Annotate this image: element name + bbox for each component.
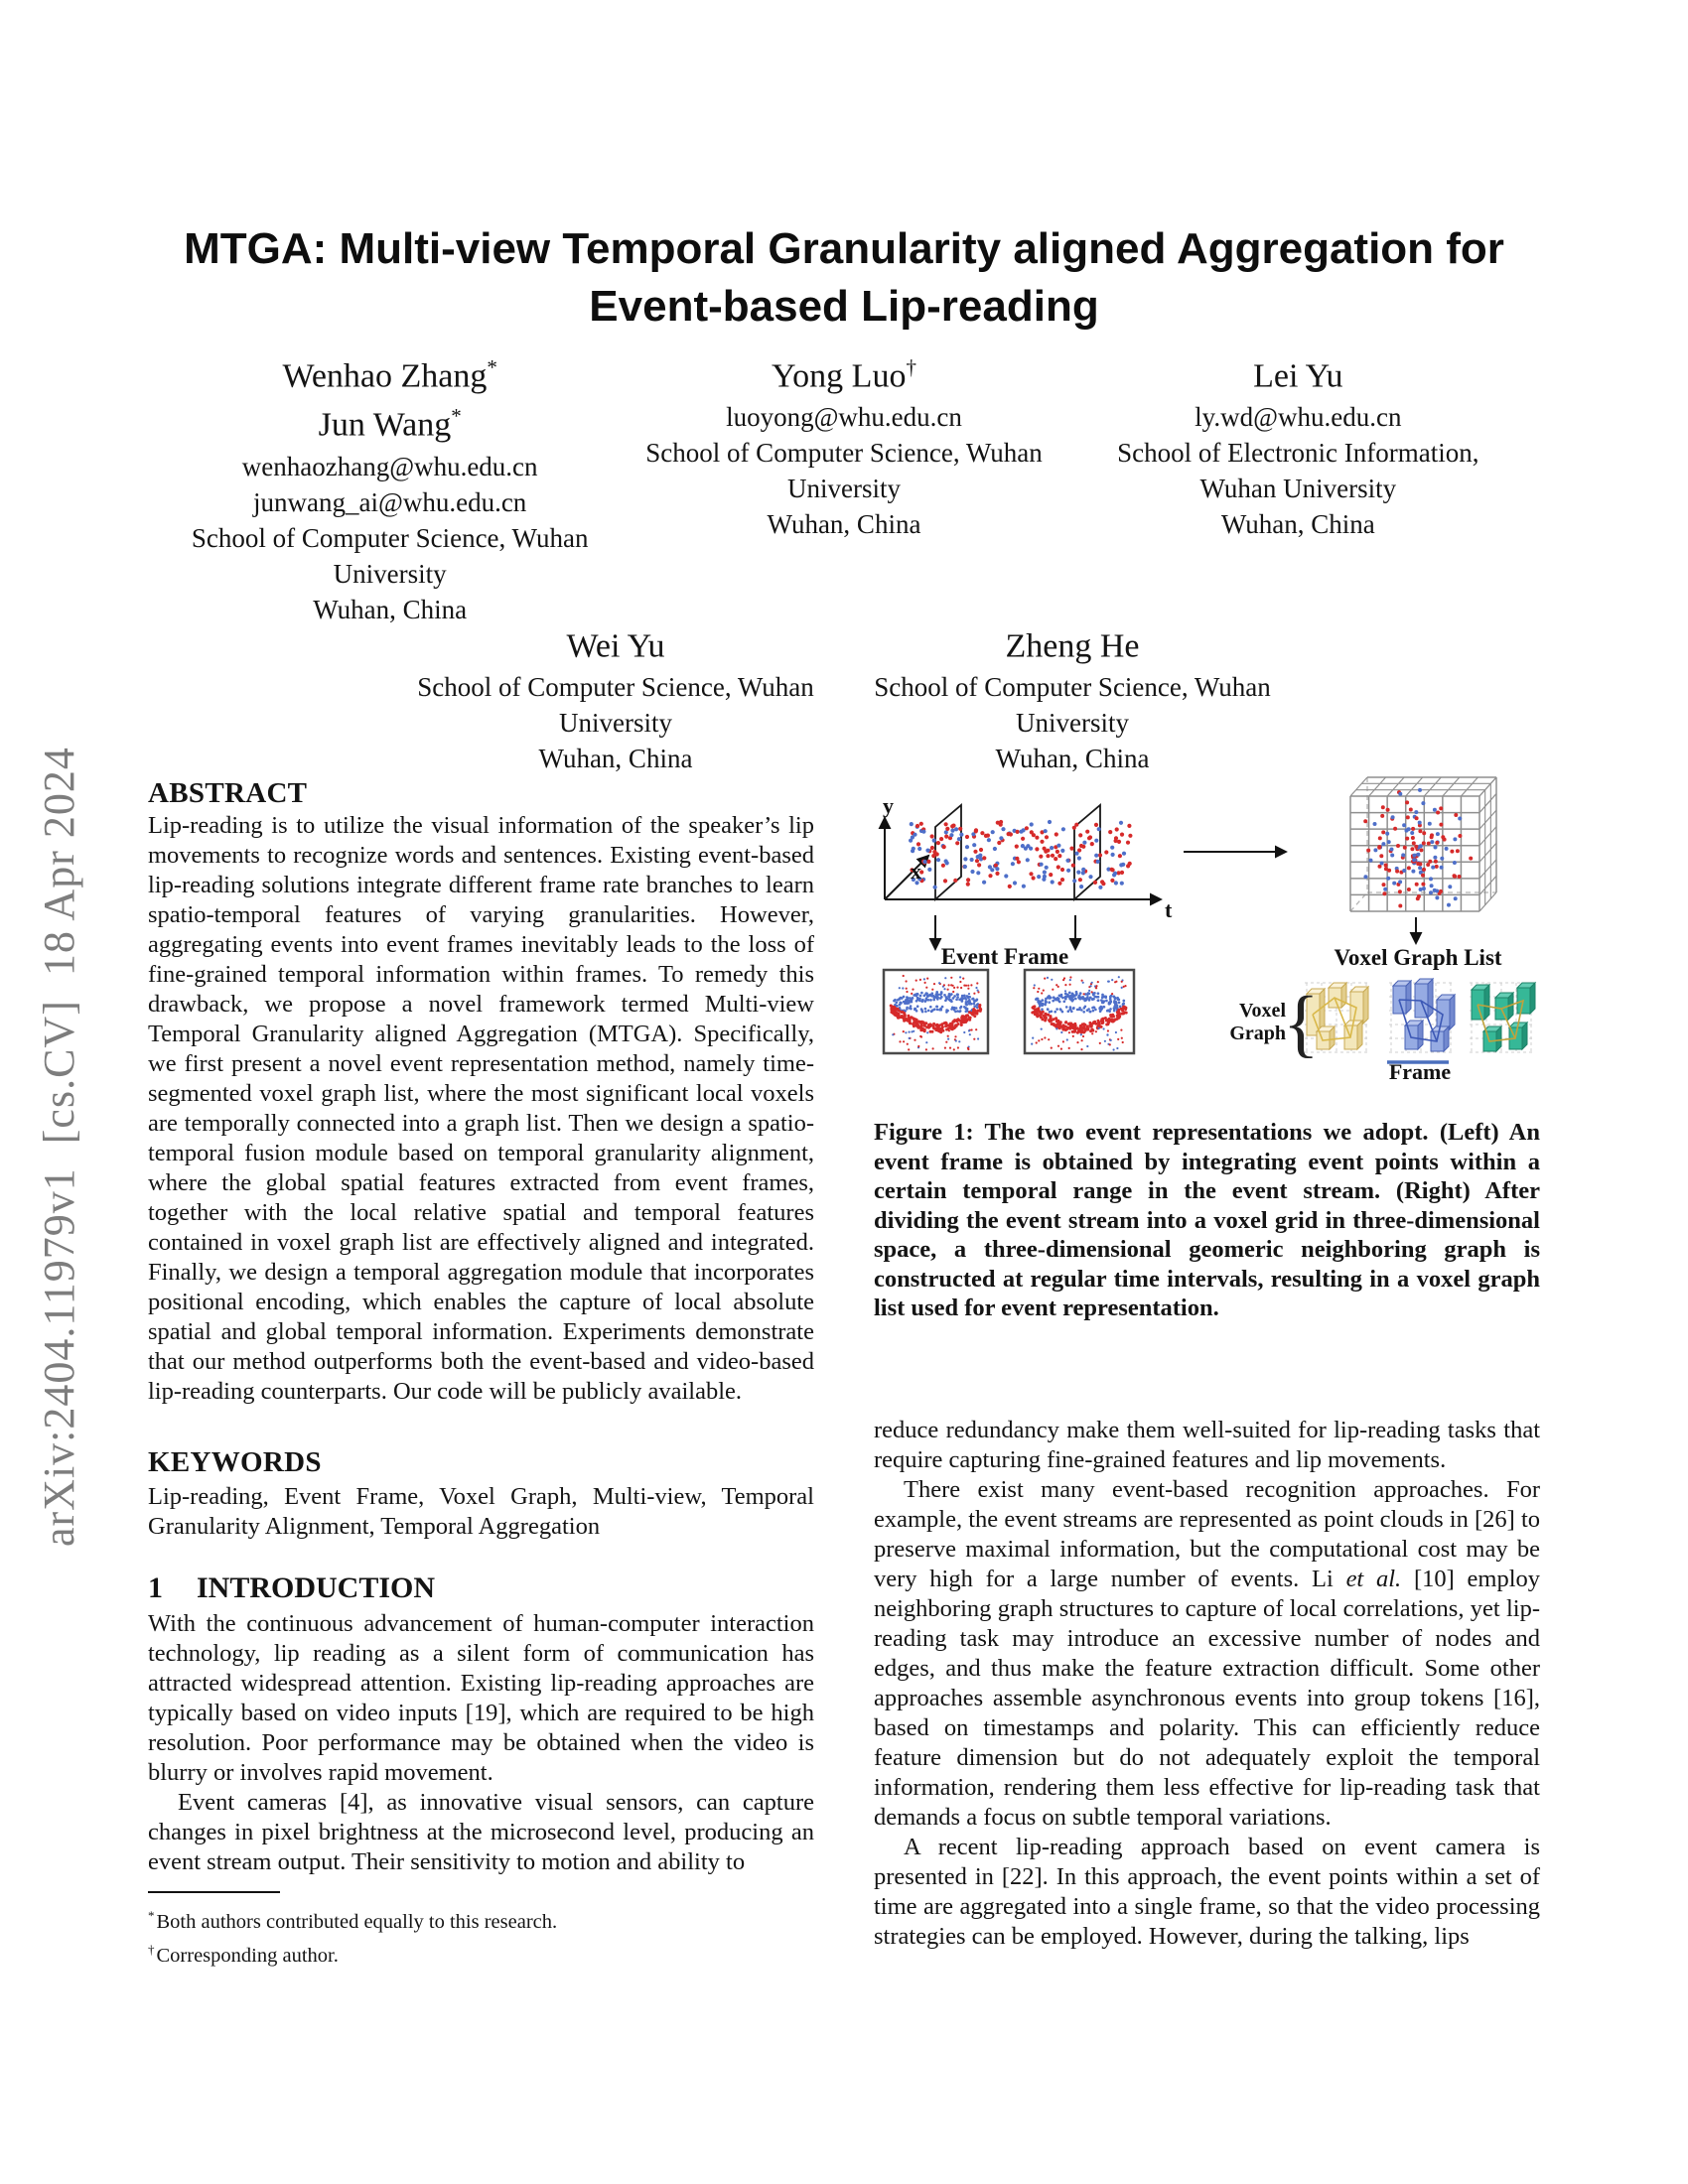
frame-label: Frame <box>1388 1059 1452 1084</box>
author-row-1 <box>163 347 1525 627</box>
footnote-text: Both authors contributed equally to this research. <box>156 1910 558 1933</box>
figure-1-event-representations <box>871 766 1542 1096</box>
et-al-italic: et al. <box>1345 1566 1402 1592</box>
affiliation-line: Wuhan, China <box>1220 509 1375 540</box>
author-name <box>387 617 844 666</box>
event-frame-images <box>884 970 1134 1053</box>
axis-x-label: x <box>911 859 921 884</box>
title-line-1: MTGA: Multi-view Temporal Granularity aligned Aggregation for <box>184 224 1504 273</box>
affiliation-line: Wuhan, China <box>767 509 921 540</box>
author-affiliation <box>1071 399 1525 542</box>
affiliation-line: Wuhan, China <box>538 744 693 774</box>
introduction-paragraph-2: Event cameras [4], as innovative visual sensors, can capture changes in pixel brightness at the microsecond level, producing an event stream output. Their sensitivity to motion and ability to <box>148 1789 814 1875</box>
footnote-rule <box>148 1891 280 1893</box>
affiliation-line: Wuhan, China <box>995 744 1150 774</box>
author-name <box>163 347 617 396</box>
author-email: ly.wd@whu.edu.cn <box>1195 402 1402 433</box>
affiliation-line: University <box>333 558 447 589</box>
keywords-text: Lip-reading, Event Frame, Voxel Graph, Multi-view, Temporal Granularity Alignment, Temporal Aggregation <box>148 1483 814 1540</box>
author-block-yong-luo <box>617 347 1070 627</box>
paragraph-reduce-redundancy: reduce redundancy make them well-suited for lip-reading tasks that require capturing fine-grained features and lip movements. <box>874 1417 1540 1473</box>
voxel-graph-list-label: Voxel Graph List <box>1334 945 1502 970</box>
author-name-text: Wenhao Zhang <box>282 357 488 395</box>
footnote-marker: * <box>148 1908 155 1923</box>
paragraph-recent-approach: A recent lip-reading approach based on event camera is presented in [22]. In this approach, the event points within a set of time are aggregated into a single frame, so that the video processing strategies can be employed. However, during the talking, lips <box>874 1834 1540 1950</box>
paragraph-event-approaches <box>874 1475 1540 1833</box>
author-affiliation <box>163 449 617 627</box>
author-block-wenhao-zhang <box>163 347 617 627</box>
voxel-graph-panels <box>1305 979 1535 1062</box>
author-name-text: Zheng He <box>1005 627 1140 665</box>
author-name-text: Yong Luo <box>772 357 907 395</box>
event-frame-label: Event Frame <box>940 944 1069 969</box>
introduction-text <box>148 1609 814 1877</box>
axis-t-label: t <box>1165 897 1173 922</box>
paragraph-segment: There exist many event-based recognition approaches. For example, the event streams are represented as point clouds in [26] to preserve maximal information, but the computational cost may be very high for a large number of events. Li <box>874 1476 1540 1592</box>
author-email: luoyong@whu.edu.cn <box>726 402 962 433</box>
affiliation-line: Wuhan University <box>1199 474 1397 504</box>
paper-title <box>0 220 1688 336</box>
figure-1-caption: Figure 1: The two event representations we adopt. (Left) An event frame is obtained by integrating event points within a certain temporal range in the event stream. (Right) After dividing the event stream into a voxel grid in three-dimensional space, a three-dimensional geomeric neighboring graph is constructed at regular time intervals, resulting in a voxel graph list used for event representation. <box>874 1119 1540 1321</box>
keywords-heading: KEYWORDS <box>148 1446 322 1478</box>
abstract-text: Lip-reading is to utilize the visual information of the speaker’s lip movements to recognize words and sentences. Existing event-based lip-reading solutions integrate different frame rate branches to learn spatio-temporal features of varying granularities. However, aggregating events into event frames inevitably leads to the loss of fine-grained temporal information within frames. To remedy this drawback, we propose a novel framework termed Multi-view Temporal Granularity aligned Aggregation (MTGA). Specifically, we first present a novel event representation method, namely time-segmented voxel graph list, where the most significant local voxels are temporally connected into a graph list. Then we design a spatio-temporal fusion module based on temporal granularity alignment, where the global spatial features extracted from event frames, together with the local relative spatial and temporal features contained in voxel graph list are effectively aligned and integrated. Finally, we design a temporal aggregation module that incorporates positional encoding, which enables the capture of local absolute spatial and global temporal information. Experiments demonstrate that our method outperforms both the event-based and video-based lip-reading counterparts. Our code will be publicly available. <box>148 812 814 1405</box>
footnotes <box>148 1891 814 1970</box>
author-name <box>1071 347 1525 396</box>
affiliation-line: School of Computer Science, Wuhan <box>874 672 1271 703</box>
author-name-text: Lei Yu <box>1253 357 1343 395</box>
axis-y-label: y <box>883 793 894 818</box>
section-title: INTRODUCTION <box>197 1571 436 1604</box>
author-affiliation <box>387 669 844 776</box>
affiliation-line: University <box>786 474 901 504</box>
footnote-equal-contribution <box>148 1902 814 1936</box>
arxiv-stamp: arXiv:2404.11979v1 [cs.CV] 18 Apr 2024 <box>35 747 83 1547</box>
author-name-sup: * <box>487 355 497 379</box>
author-email: junwang_ai@whu.edu.cn <box>253 486 527 517</box>
author-name <box>844 617 1301 666</box>
author-name <box>617 347 1070 396</box>
author-block-zheng-he <box>844 617 1301 776</box>
author-affiliation <box>617 399 1070 542</box>
voxel-graph-label-line2: Graph <box>1229 1023 1286 1044</box>
footnote-corresponding-author <box>148 1936 814 1970</box>
author-name-text: Wei Yu <box>566 627 665 665</box>
author-name-sup: † <box>906 355 916 379</box>
affiliation-line: School of Computer Science, Wuhan <box>191 522 589 553</box>
author-affiliation <box>844 669 1301 776</box>
right-column-text <box>874 1416 1540 1952</box>
paragraph-segment: [10] employ neighboring graph structures to capture of local correlations, yet lip-reading task may introduce an excessive number of nodes and edges, and thus make the feature extraction difficult. Some other approaches assemble asynchronous events into group tokens [16], based on timestamps and polarity. This can efficiently reduce feature dimension but do not adequately exploit the temporal information, rendering them less effective for lip-reading task that demands a focus on subtle temporal variations. <box>874 1566 1540 1831</box>
footnote-marker: † <box>148 1941 155 1957</box>
footnote-text: Corresponding author. <box>156 1944 339 1967</box>
author-block-lei-yu <box>1071 347 1525 627</box>
voxel-graph-brace: { <box>1283 982 1320 1065</box>
author-name <box>163 396 617 445</box>
affiliation-line: School of Computer Science, Wuhan <box>645 438 1043 469</box>
affiliation-line: School of Electronic Information, <box>1117 438 1479 469</box>
title-line-2: Event-based Lip-reading <box>589 282 1099 331</box>
affiliation-line: School of Computer Science, Wuhan <box>417 672 814 703</box>
author-name-sup: * <box>451 404 462 429</box>
affiliation-line: Wuhan, China <box>313 594 468 624</box>
introduction-paragraph-1: With the continuous advancement of human-computer interaction technology, lip reading as a silent form of communication has attracted widespread attention. Existing lip-reading approaches are typically based on video inputs [19], which are required to be high resolution. Poor performance may be obtained when the video is blurry or involves rapid movement. <box>148 1610 814 1786</box>
author-name-text: Jun Wang <box>318 406 452 444</box>
voxel-graph-label-line1: Voxel <box>1238 1000 1286 1022</box>
voxel-grid-cube <box>1350 777 1496 911</box>
abstract-heading: ABSTRACT <box>148 777 308 809</box>
author-block-wei-yu <box>387 617 844 776</box>
section-number: 1 <box>148 1571 163 1604</box>
affiliation-line: University <box>559 708 672 739</box>
affiliation-line: University <box>1016 708 1129 739</box>
author-email: wenhaozhang@whu.edu.cn <box>241 451 538 481</box>
event-points-scatter <box>909 820 1133 889</box>
section-1-heading <box>148 1571 814 1605</box>
author-row-2 <box>387 617 1301 776</box>
